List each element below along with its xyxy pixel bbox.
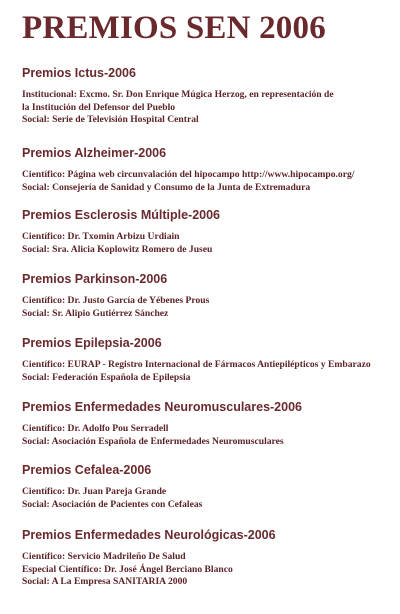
award-section: [22, 400, 394, 448]
section-heading: Premios Enfermedades Neuromusculares-2006: [22, 400, 302, 414]
award-section: [22, 463, 394, 511]
award-line: Social: Federación Española de Epilepsia: [22, 371, 191, 383]
award-lines: [22, 231, 394, 256]
section-heading: Premios Cefalea-2006: [22, 463, 152, 477]
section-heading: Premios Parkinson-2006: [22, 272, 168, 286]
award-lines: [22, 295, 394, 320]
award-section: [22, 66, 394, 127]
award-line: Científico: Dr. Adolfo Pou Serradell: [22, 423, 169, 434]
section-heading: Premios Alzheimer-2006: [22, 146, 167, 160]
award-line: Científico: Servicio Madrileño De Salud: [22, 551, 186, 562]
award-lines: [22, 89, 394, 127]
award-line: Científico: Página web circunvalación del hipocampo http://www.hipocampo.org/: [22, 169, 355, 180]
page-title: PREMIOS SEN 2006: [22, 10, 326, 46]
award-line: Especial Científico: Dr. José Ángel Berciano Blanco: [22, 563, 233, 575]
award-line: la Institución del Defensor del Pueblo: [22, 101, 176, 113]
award-lines: [22, 551, 394, 589]
award-line: Científico: Dr. Txomin Arbizu Urdiain: [22, 231, 180, 242]
award-line: Social: Asociación de Pacientes con Cefaleas: [22, 498, 203, 510]
award-line: Social: Sra. Alicia Koplowitz Romero de Juseu: [22, 243, 213, 255]
section-heading: Premios Esclerosis Múltiple-2006: [22, 208, 221, 222]
award-section: [22, 336, 394, 384]
award-line: Social: Serie de Televisión Hospital Central: [22, 114, 199, 125]
section-heading: Premios Epilepsia-2006: [22, 336, 162, 350]
award-lines: [22, 359, 394, 384]
award-line: Científico: EURAP - Registro Internacional de Fármacos Antiepilépticos y Embarazo: [22, 359, 371, 370]
section-heading: Premios Ictus-2006: [22, 66, 136, 80]
award-line: Social: Consejería de Sanidad y Consumo de la Junta de Extremadura: [22, 181, 311, 193]
section-heading: Premios Enfermedades Neurológicas-2006: [22, 528, 276, 542]
award-section: [22, 208, 394, 256]
award-line: Institucional: Excmo. Sr. Don Enrique Múgica Herzog, en representación de: [22, 89, 334, 100]
award-section: [22, 528, 394, 589]
award-line: Social: Asociación Española de Enfermedades Neuromusculares: [22, 435, 284, 447]
award-lines: [22, 486, 394, 511]
award-line: Científico: Dr. Justo García de Yébenes Prous: [22, 295, 210, 306]
award-section: [22, 272, 394, 320]
award-line: Social: A La Empresa SANITARIA 2000: [22, 576, 188, 587]
award-section: [22, 146, 394, 194]
award-lines: [22, 423, 394, 448]
award-line: Científico: Dr. Juan Pareja Grande: [22, 486, 167, 497]
award-lines: [22, 169, 394, 194]
award-line: Social: Sr. Alipio Gutiérrez Sánchez: [22, 307, 169, 319]
